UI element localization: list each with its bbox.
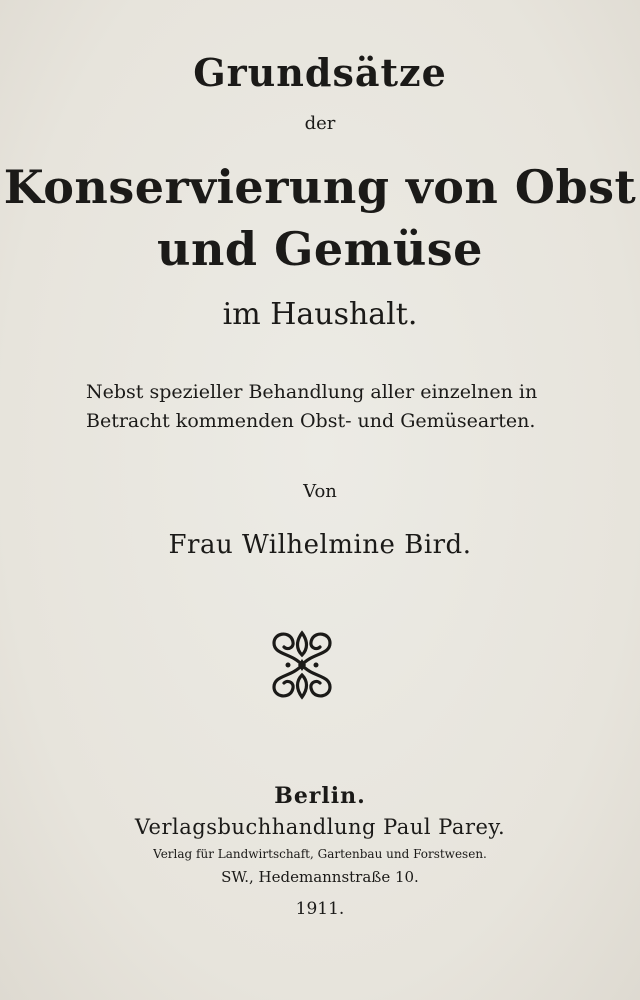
publication-year: 1911. — [295, 899, 345, 919]
author-name: Frau Wilhelmine Bird. — [168, 530, 472, 560]
publisher-address: SW., Hedemannstraße 10. — [221, 868, 419, 886]
description-line1: Nebst spezieller Behandlung aller einzelnen in — [86, 381, 538, 403]
publication-place: Berlin. — [274, 783, 366, 809]
description-line2: Betracht kommenden Obst- und Gemüsearten. — [86, 410, 536, 432]
publisher-name: Verlagsbuchhandlung Paul Parey. — [134, 815, 506, 839]
title-main-line1: Konservierung von Obst — [3, 160, 637, 214]
subtitle: im Haushalt. — [222, 297, 418, 332]
publisher-tagline: Verlag für Landwirtschaft, Gartenbau und Forstwesen. — [153, 847, 487, 861]
ornament-icon — [262, 625, 342, 705]
title-main-line2: und Gemüse — [157, 222, 483, 276]
title-top: Grundsätze — [193, 50, 447, 95]
title-connector: der — [304, 113, 336, 134]
by-line: Von — [303, 481, 337, 502]
